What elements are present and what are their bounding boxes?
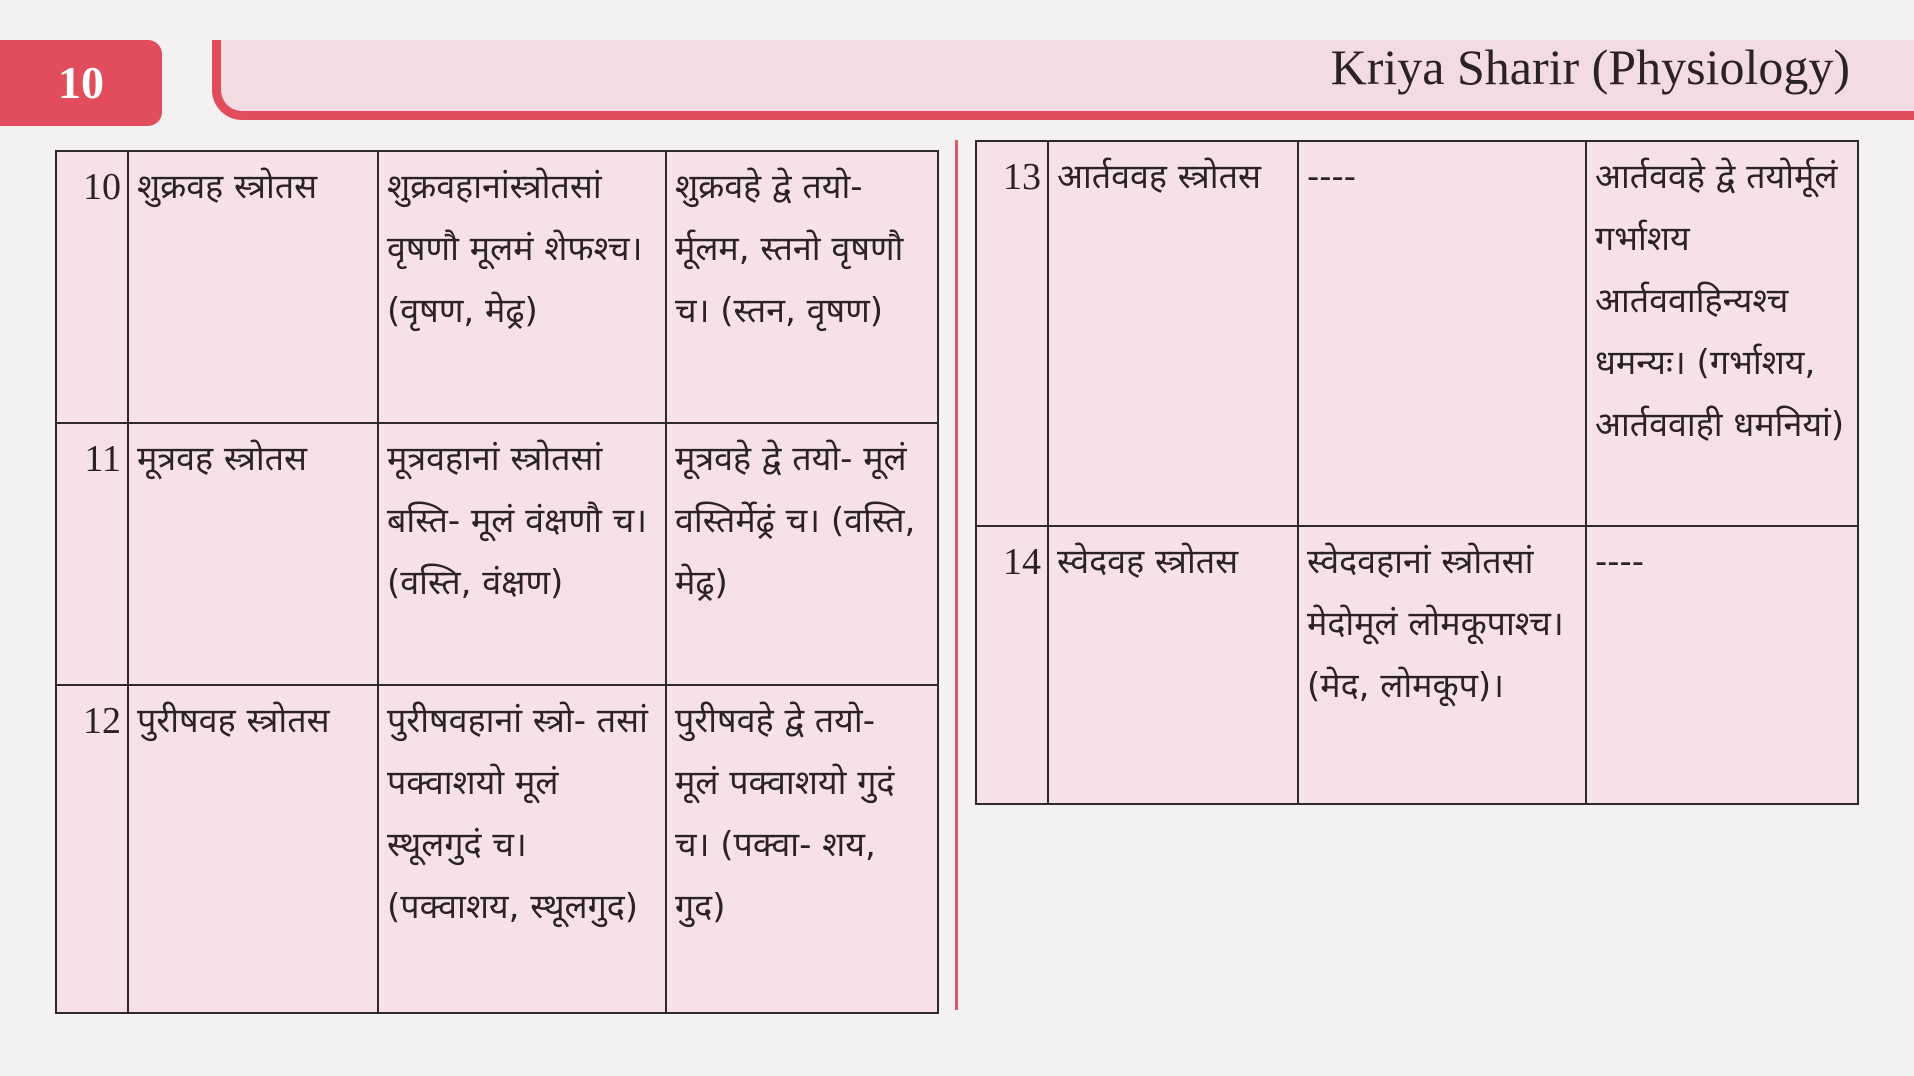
page-number: 10: [0, 40, 162, 126]
table-row: [976, 141, 1858, 526]
row-number: 14: [976, 526, 1048, 804]
row-number: 13: [976, 141, 1048, 526]
srotas-sanskrit-text: शुक्रवहे द्वे तयो- र्मूलम, स्तनो वृषणौ च। (स्तन, वृषण): [666, 151, 938, 423]
srotas-sanskrit-text: ----: [1586, 526, 1858, 804]
srotas-name: आर्तववह स्त्रोतस: [1048, 141, 1298, 526]
srotas-sanskrit-text: आर्तववहे द्वे तयोर्मूलं गर्भाशय आर्तववाहिन्यश्च धमन्यः। (गर्भाशय, आर्तववाही धमनियां): [1586, 141, 1858, 526]
srotas-sanskrit-text: शुक्रवहानांस्त्रोतसां वृषणौ मूलमं शेफश्च। (वृषण, मेढ्र): [378, 151, 666, 423]
srotas-name: शुक्रवह स्त्रोतस: [128, 151, 378, 423]
srotas-sanskrit-text: मूत्रवहानां स्त्रोतसां बस्ति- मूलं वंक्षणौ च। (वस्ति, वंक्षण): [378, 423, 666, 685]
srotas-sanskrit-text: पुरीषवहे द्वे तयो- मूलं पक्वाशयो गुदं च। (पक्वा- शय, गुद): [666, 685, 938, 1013]
row-number: 11: [56, 423, 128, 685]
srotas-table-left: [55, 150, 939, 1014]
table-row: [56, 423, 938, 685]
srotas-sanskrit-text: स्वेदवहानां स्त्रोतसां मेदोमूलं लोमकूपाश्च। (मेद, लोमकूप)।: [1298, 526, 1586, 804]
row-number: 12: [56, 685, 128, 1013]
row-number: 10: [56, 151, 128, 423]
srotas-sanskrit-text: पुरीषवहानां स्त्रो- तसां पक्वाशयो मूलं स्थूलगुदं च। (पक्वाशय, स्थूलगुद): [378, 685, 666, 1013]
header-title: Kriya Sharir (Physiology): [1330, 39, 1850, 95]
column-divider: [955, 140, 958, 1010]
table-row: [56, 685, 938, 1013]
srotas-table-right: [975, 140, 1859, 805]
table-row: [56, 151, 938, 423]
srotas-name: पुरीषवह स्त्रोतस: [128, 685, 378, 1013]
srotas-name: स्वेदवह स्त्रोतस: [1048, 526, 1298, 804]
srotas-sanskrit-text: ----: [1298, 141, 1586, 526]
table-row: [976, 526, 1858, 804]
srotas-sanskrit-text: मूत्रवहे द्वे तयो- मूलं वस्तिर्मेढ्रं च। (वस्ति, मेढ्र): [666, 423, 938, 685]
srotas-name: मूत्रवह स्त्रोतस: [128, 423, 378, 685]
